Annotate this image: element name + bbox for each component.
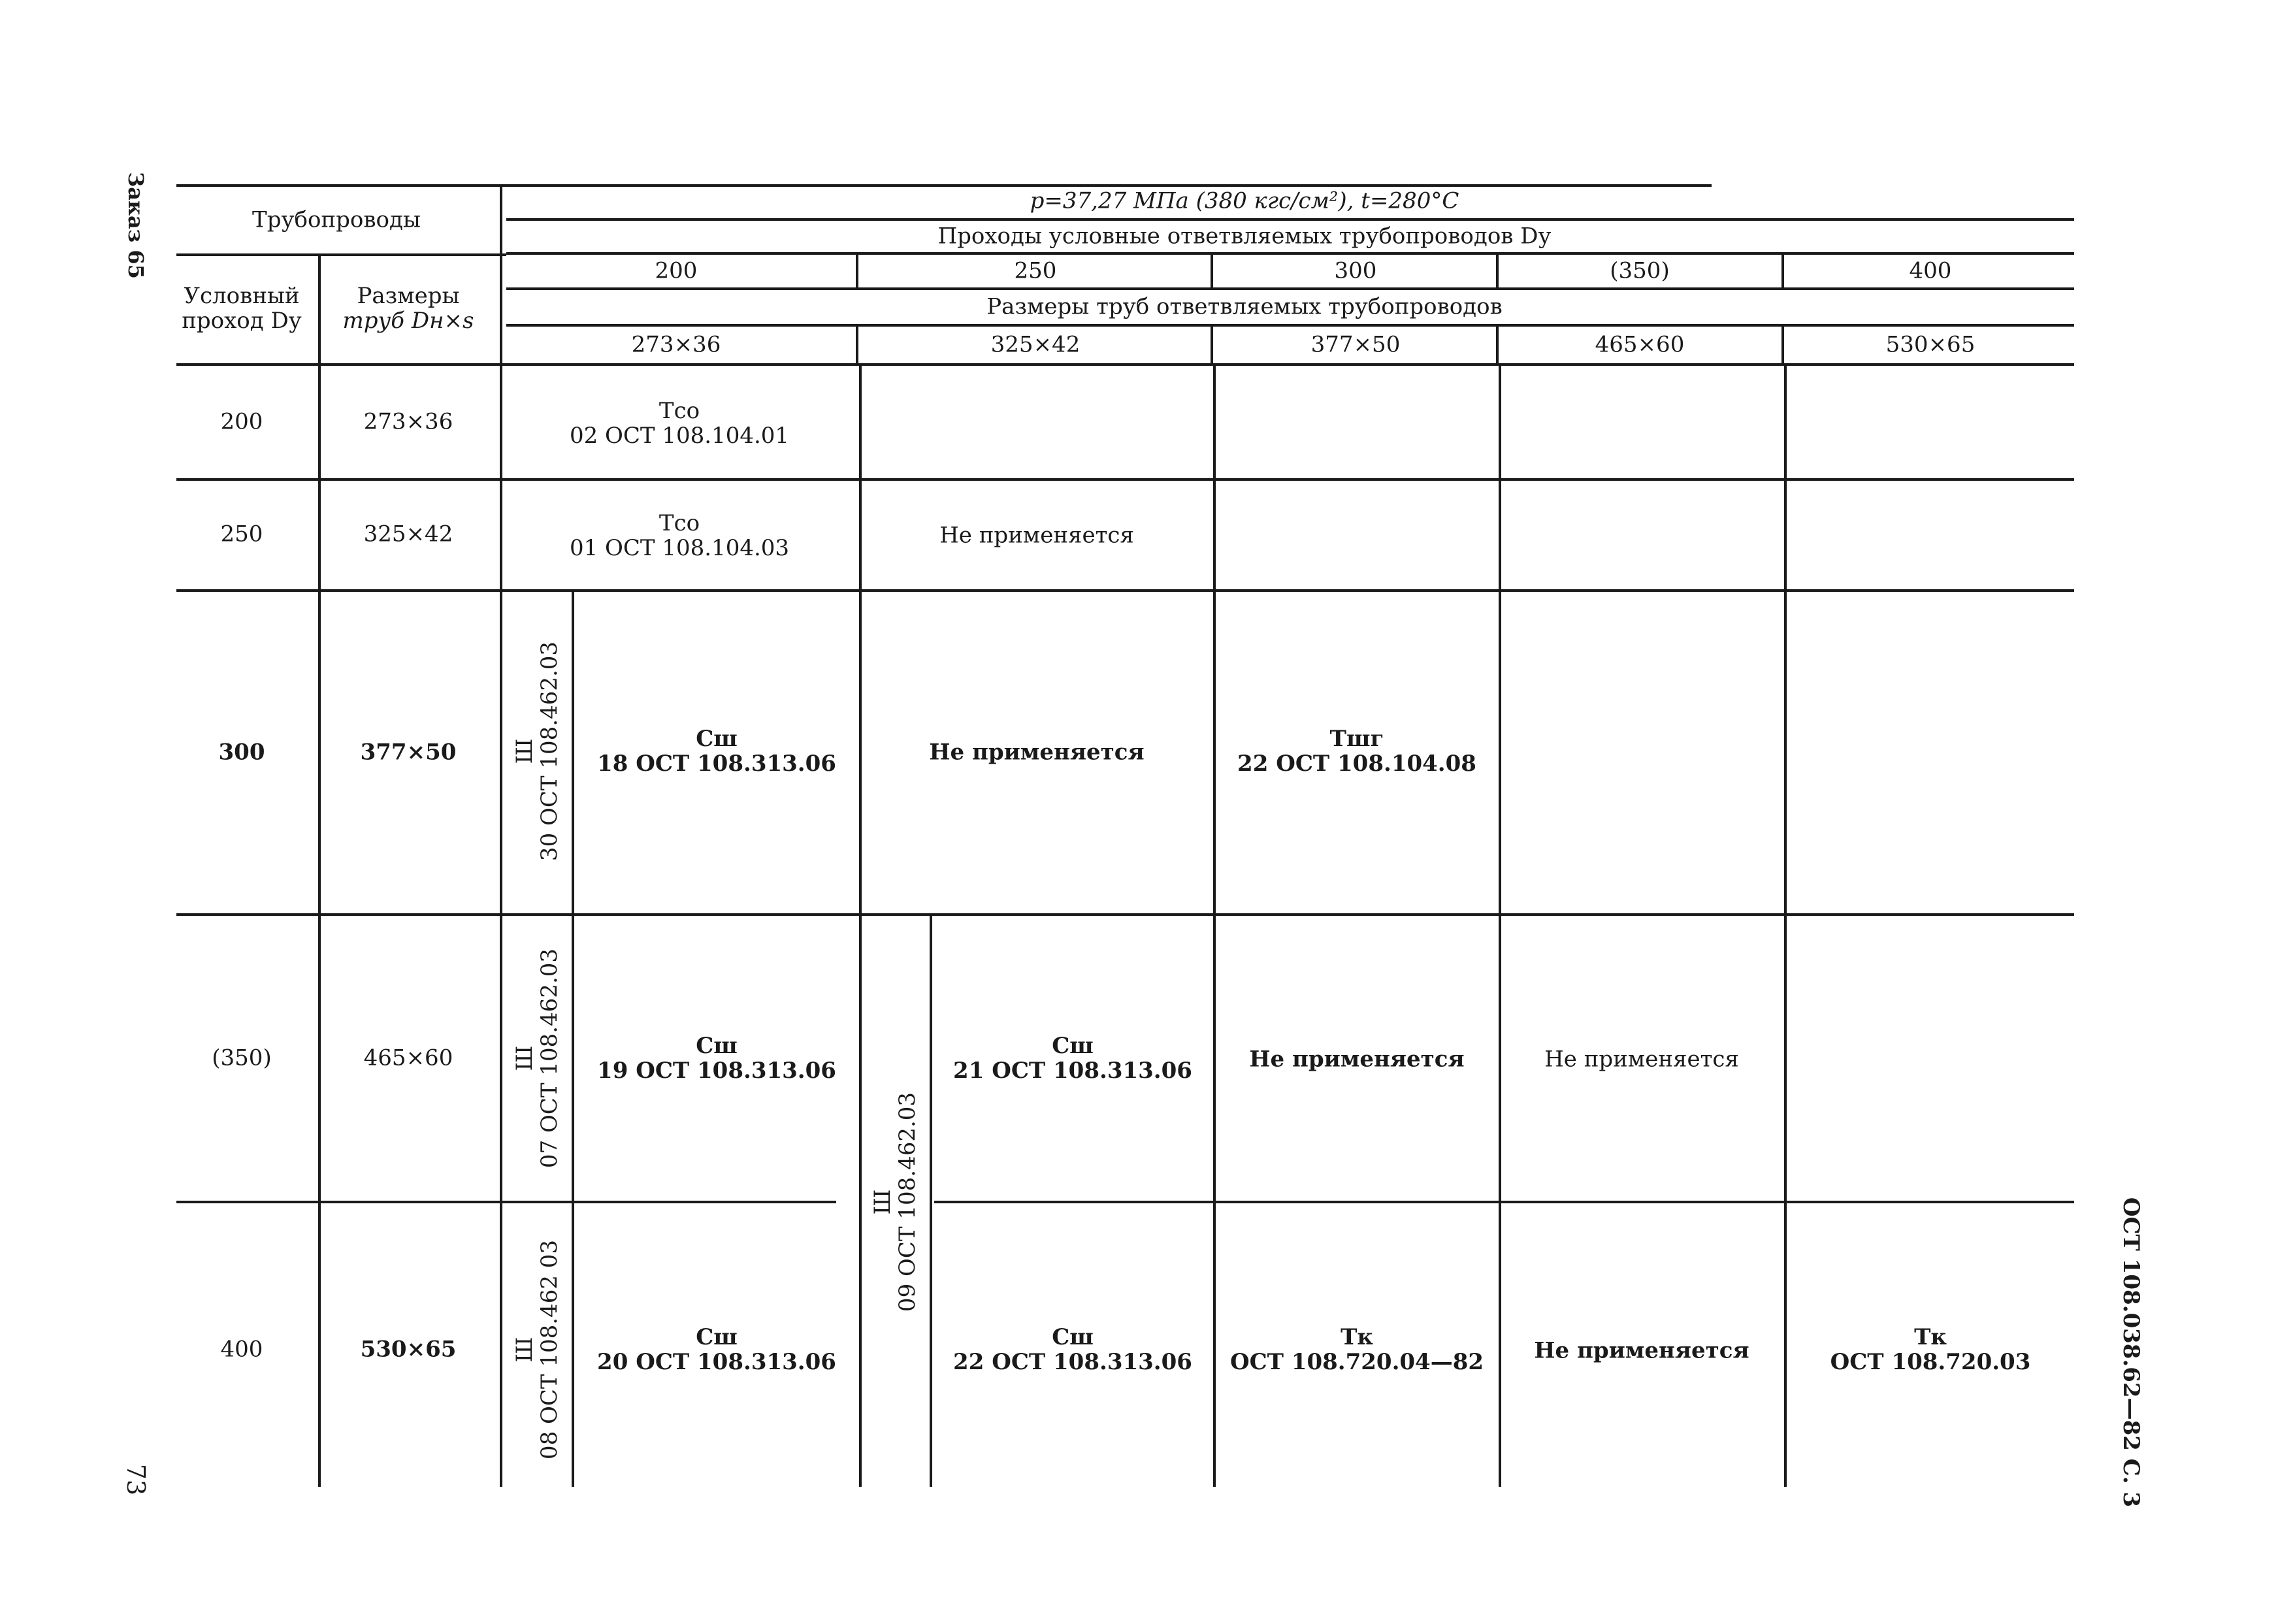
dn-250-header: 250 [1014, 257, 1057, 284]
cell-300-rotated: Ш 30 ОСТ 108.462.03 [511, 641, 562, 862]
dn-300-header: 300 [1334, 257, 1377, 284]
cell-300-250: Не применяется [929, 739, 1145, 766]
cell-400-200: Сш 20 ОСТ 108.313.06 [597, 1324, 836, 1375]
cell-400-350: Не применяется [1534, 1337, 1749, 1364]
cell-200-200: Тсо 02 ОСТ 108.104.01 [569, 397, 790, 449]
size-530-header: 530×65 [1885, 331, 1976, 358]
row-size-465: 465×60 [363, 1045, 453, 1071]
size-325-header: 325×42 [990, 331, 1081, 358]
cell-400-300: Тк ОСТ 108.720.04—82 [1229, 1324, 1484, 1375]
cell-250-200: Тсо 01 ОСТ 108.104.03 [569, 510, 790, 561]
size-273-header: 273×36 [631, 331, 721, 358]
cell-350-400-rotated: Ш 09 ОСТ 108.462.03 [869, 1092, 920, 1312]
nominal-bore-header: Условный проход Dу [182, 282, 302, 334]
dn-400-header: 400 [1909, 257, 1952, 284]
dn-200-header: 200 [655, 257, 698, 284]
cell-400-rotated: Ш 08 ОСТ 108.462 03 [511, 1239, 562, 1460]
size-377-header: 377×50 [1310, 331, 1401, 358]
row-size-530: 530×65 [360, 1336, 457, 1363]
order-note: Заказ 65 [123, 172, 148, 279]
conditions-header: p=37,27 МПа (380 кгс/см²), t=280°C [1030, 187, 1459, 214]
row-dn-350: (350) [212, 1045, 272, 1071]
cell-400-250: Сш 22 ОСТ 108.313.06 [953, 1324, 1192, 1375]
row-dn-400: 400 [220, 1336, 263, 1363]
row-dn-250: 250 [220, 521, 263, 547]
dn-350-header: (350) [1610, 257, 1670, 284]
cell-300-200: Сш 18 ОСТ 108.313.06 [597, 725, 836, 777]
cell-350-300: Не применяется [1249, 1046, 1465, 1073]
row-size-377: 377×50 [360, 739, 457, 766]
cell-350-rotated: Ш 07 ОСТ 108.462.03 [511, 948, 562, 1169]
cell-400-400: Тк ОСТ 108.720.03 [1830, 1324, 2031, 1375]
branch-sizes-header: Размеры труб ответвляемых трубопроводов [986, 293, 1503, 320]
standard-reference: ОСТ 108.038.62—82 С. 3 [2118, 1197, 2144, 1508]
cell-350-200: Сш 19 ОСТ 108.313.06 [597, 1032, 836, 1084]
cell-300-300: Тшг 22 ОСТ 108.104.08 [1237, 725, 1476, 777]
page-number: 73 [122, 1463, 150, 1496]
row-dn-200: 200 [220, 408, 263, 435]
cell-350-250: Сш 21 ОСТ 108.313.06 [953, 1032, 1192, 1084]
cell-350-350: Не применяется [1544, 1046, 1739, 1073]
cell-250-250: Не применяется [939, 522, 1134, 549]
row-size-325: 325×42 [363, 521, 453, 547]
size-465-header: 465×60 [1595, 331, 1685, 358]
branch-nominal-header: Проходы условные ответвляемых трубопроводов Dу [937, 223, 1552, 250]
row-dn-300: 300 [218, 739, 265, 766]
pipelines-header: Трубопроводы [252, 206, 421, 233]
pipe-size-header: Размеры труб Dн×s [342, 282, 474, 334]
row-size-273: 273×36 [363, 408, 453, 435]
